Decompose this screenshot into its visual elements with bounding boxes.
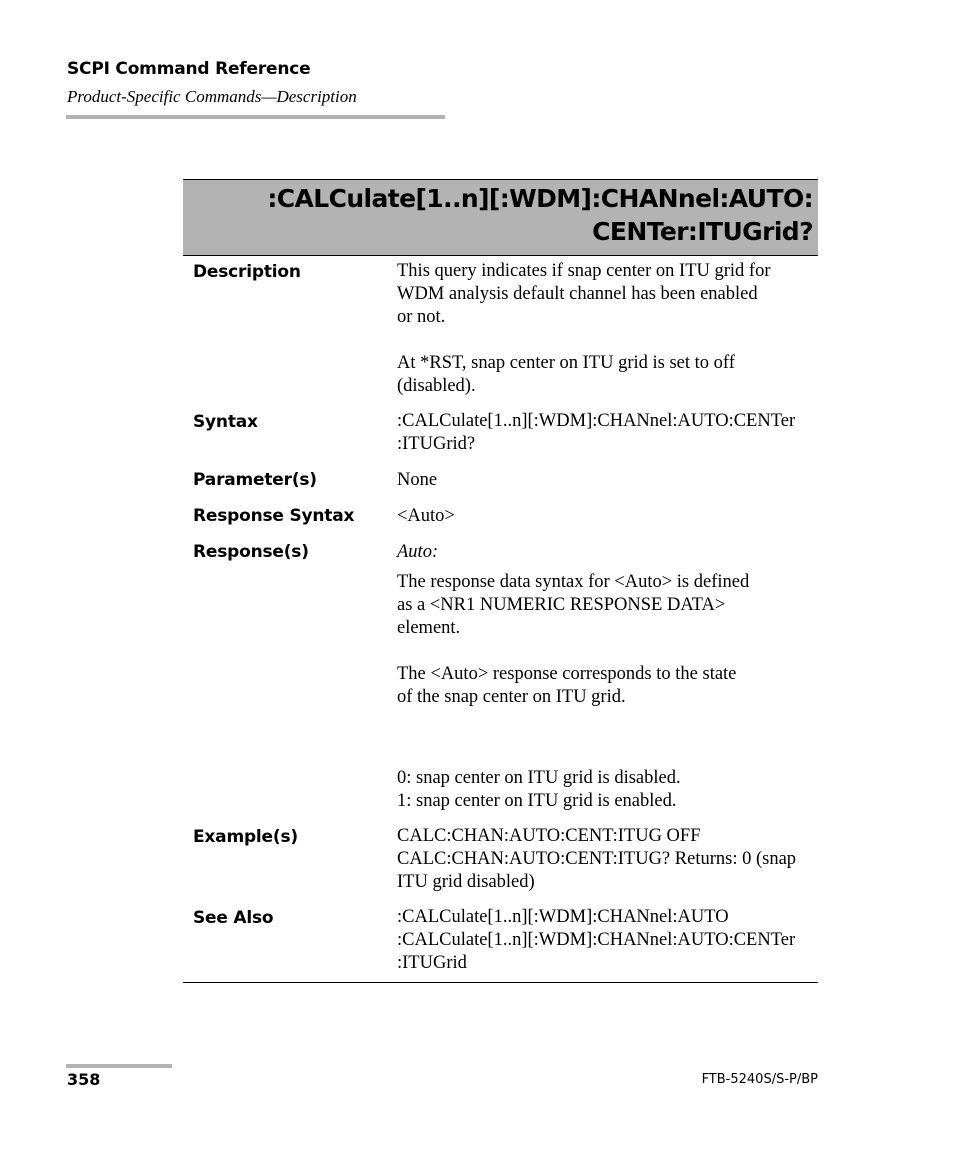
product-code: FTB-5240S/S-P/BP xyxy=(701,1072,818,1087)
row-syntax xyxy=(183,398,818,456)
footer-rule xyxy=(66,1064,172,1068)
see-also-text: :CALCulate[1..n][:WDM]:CHANnel:AUTO :CALCulate[1..n][:WDM]:CHANnel:AUTO:CENTer :ITUGrid xyxy=(397,907,796,973)
command-banner xyxy=(183,179,818,256)
parameters-label: Parameter(s) xyxy=(193,470,317,490)
row-responses xyxy=(183,528,818,813)
row-description xyxy=(183,256,818,398)
command-reference-table xyxy=(183,256,818,975)
response-syntax-text: <Auto> xyxy=(397,506,455,526)
examples-text: CALC:CHAN:AUTO:CENT:ITUG OFF CALC:CHAN:AUTO:CENT:ITUG? Returns: 0 (snap ITU grid disabled) xyxy=(397,826,797,892)
examples-label: Example(s) xyxy=(193,827,298,847)
response-description: The response data syntax for <Auto> is defined as a <NR1 NUMERIC RESPONSE DATA> element. The <Auto> response corresponds to the state of the snap center on ITU grid. xyxy=(397,572,750,707)
response-values: 0: snap center on ITU grid is disabled. 1: snap center on ITU grid is enabled. xyxy=(397,768,681,811)
running-header xyxy=(67,58,357,108)
description-text: This query indicates if snap center on ITU grid for WDM analysis default channel has been enabled or not. At *RST, snap center on ITU grid is set to off (disabled). xyxy=(397,261,771,396)
page-number: 358 xyxy=(67,1070,101,1089)
row-parameters xyxy=(183,456,818,492)
table-bottom-rule xyxy=(183,982,818,983)
see-also-label: See Also xyxy=(193,908,274,928)
section-title: SCPI Command Reference xyxy=(67,59,311,79)
responses-label: Response(s) xyxy=(193,542,309,562)
row-examples xyxy=(183,813,818,894)
section-subtitle: Product-Specific Commands—Description xyxy=(67,87,357,106)
row-response-syntax xyxy=(183,492,818,528)
response-syntax-label: Response Syntax xyxy=(193,506,355,526)
command-title: :CALCulate[1..n][:WDM]:CHANnel:AUTO: CENTer:ITUGrid? xyxy=(267,184,813,246)
response-name: Auto: xyxy=(397,542,439,562)
header-rule xyxy=(66,115,445,119)
syntax-label: Syntax xyxy=(193,412,258,432)
description-label: Description xyxy=(193,262,301,282)
parameters-text: None xyxy=(397,470,438,490)
syntax-text: :CALCulate[1..n][:WDM]:CHANnel:AUTO:CENTer :ITUGrid? xyxy=(397,411,796,454)
row-see-also xyxy=(183,894,818,975)
